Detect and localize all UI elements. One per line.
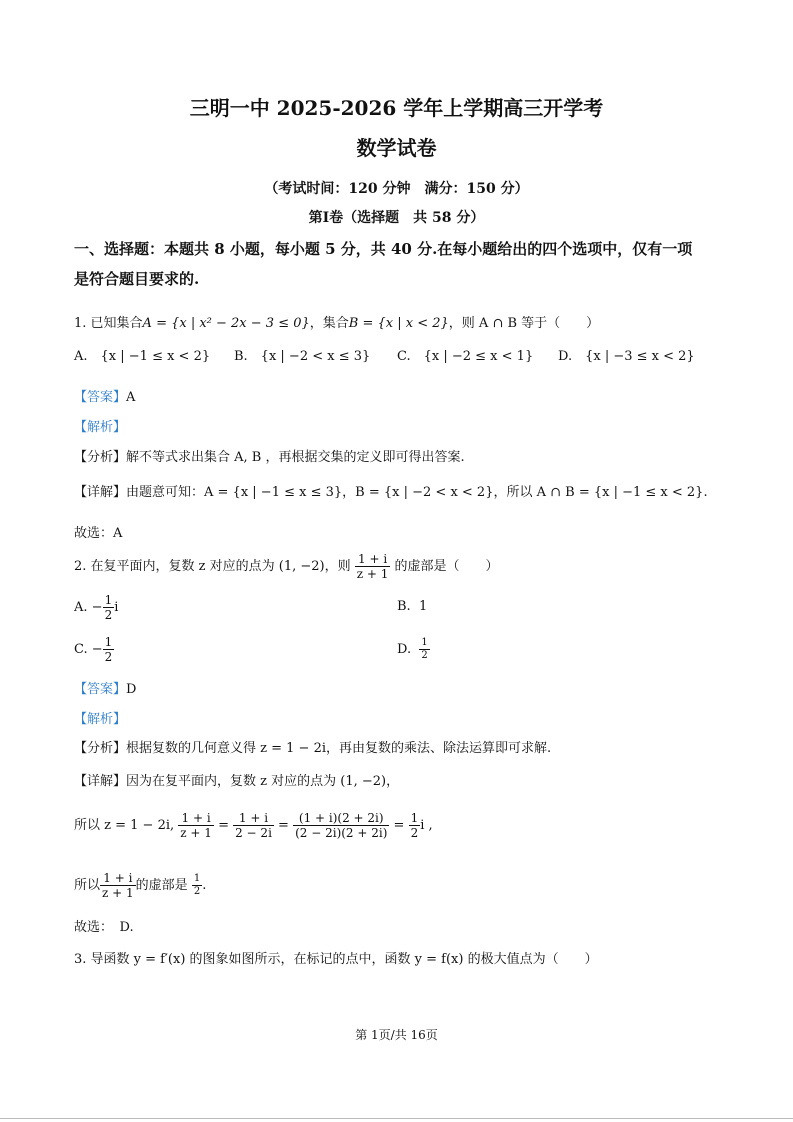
- q2-detail: [74, 770, 399, 789]
- q2-option-c: [74, 636, 114, 663]
- fenxi-tag: 【分析】: [74, 741, 127, 756]
- frac-num: 1: [193, 873, 201, 884]
- conclusion-frac: [100, 872, 136, 899]
- q1-detail-text: 由题意可知：A = {x | −1 ≤ x ≤ 3}，B = {x | −2 < x < 2}，所以 A ∩ B = {x | −1 ≤ x < 2}.: [126, 485, 708, 500]
- q1-option-d: D. {x | −3 ≤ x < 2}: [558, 349, 695, 364]
- q1-set-b: B = {x | x < 2}: [348, 316, 449, 331]
- q2-option-c-frac: [103, 636, 115, 663]
- q1-set-a: A = {x | x² − 2x − 3 ≤ 0}: [142, 316, 310, 331]
- answer-tag: 【答案】: [74, 682, 127, 697]
- frac-den: 2: [104, 650, 113, 664]
- q1-analysis-text: 解不等式求出集合 A, B ，再根据交集的定义即可得出答案.: [126, 450, 465, 465]
- section-heading-cont: 是符合题目要求的.: [74, 270, 200, 288]
- imaginary-unit: i: [114, 600, 119, 615]
- frac-den: 2 − 2i: [235, 826, 272, 840]
- frac-num: (1 + i)(2 + 2i): [293, 812, 389, 826]
- calc-prefix: 所以 z = 1 − 2i,: [74, 818, 175, 833]
- calc-frac-2: [233, 812, 274, 839]
- conclusion-mid: 的虚部是: [135, 878, 188, 893]
- frac-den: 2: [104, 608, 113, 622]
- frac-den: z + 1: [180, 826, 212, 840]
- frac-num: 1 + i: [178, 812, 214, 826]
- q1-analysis: [74, 446, 465, 465]
- q2-answer: [74, 678, 136, 697]
- q1-option-c: C. {x | −2 ≤ x < 1}: [397, 349, 534, 364]
- q2-suffix: 的虚部是（ ）: [394, 559, 499, 574]
- exam-info: （考试时间：120 分钟 满分：150 分）: [264, 181, 529, 197]
- option-label: A.: [74, 600, 88, 615]
- q2-analysis-text: 根据复数的几何意义得 z = 1 − 2i，再由复数的乘法、除法运算即可求解.: [126, 741, 552, 756]
- q2-detail-text: 因为在复平面内，复数 z 对应的点为 (1, −2)，: [126, 774, 400, 789]
- q2-fraction: [355, 553, 391, 580]
- frac-num: 1: [104, 635, 113, 649]
- calc-frac-1: [178, 812, 214, 839]
- q1-option-b: B. {x | −2 < x ≤ 3}: [234, 349, 371, 364]
- q1-mid: ，集合: [309, 316, 349, 331]
- calc-frac-3: [293, 812, 389, 839]
- calc-tail: i ,: [420, 818, 433, 833]
- frac-num: 1: [104, 593, 113, 607]
- frac-den: (2 − 2i)(2 + 2i): [295, 826, 388, 840]
- xiangjie-tag: 【详解】: [74, 774, 127, 789]
- q2-option-d-frac: [419, 638, 429, 661]
- fenxi-tag: 【分析】: [74, 450, 127, 465]
- q1-stem: [74, 312, 599, 331]
- frac-den: 2: [421, 650, 428, 661]
- option-label: B.: [397, 599, 411, 614]
- equals-sign: =: [393, 818, 405, 833]
- conclusion-prefix: 所以: [74, 878, 101, 893]
- q2-conclusion: [74, 872, 206, 899]
- minus-sign: −: [91, 600, 103, 615]
- q3-stem: 3. 导函数 y = f′(x) 的图象如图所示，在标记的点中，函数 y = f(x) 的极大值点为（ ）: [74, 952, 598, 967]
- period: .: [202, 878, 207, 893]
- q2-jiexi-tag: 【解析】: [74, 712, 127, 727]
- volume-title: 第Ⅰ卷（选择题 共 58 分）: [308, 210, 485, 226]
- equals-sign: =: [278, 818, 289, 833]
- q1-prefix: 1. 已知集合: [74, 316, 143, 331]
- q1-choice: 故选：A: [74, 526, 123, 541]
- q2-prefix: 2. 在复平面内，复数 z 对应的点为 (1, −2)，则: [74, 559, 351, 574]
- q2-frac-num: 1 + i: [355, 553, 391, 567]
- frac-num: 1 + i: [100, 872, 136, 886]
- frac-num: 1: [410, 811, 419, 825]
- frac-den: 2: [193, 886, 201, 897]
- equals-sign: =: [218, 818, 229, 833]
- q1-answer-value: A: [126, 390, 136, 405]
- q1-detail: [74, 481, 708, 500]
- q1-option-a: A. {x | −1 ≤ x < 2}: [74, 349, 211, 364]
- q2-option-b: [397, 599, 427, 614]
- q1-answer: [74, 386, 135, 405]
- frac-den: z + 1: [102, 886, 134, 900]
- exam-title: 三明一中 2025-2026 学年上学期高三开学考: [189, 96, 604, 120]
- q2-calculation: [74, 812, 433, 839]
- minus-sign: −: [91, 642, 103, 657]
- section-heading: 一、选择题：本题共 8 小题，每小题 5 分，共 40 分.在每小题给出的四个选项中，仅有一项: [74, 240, 693, 258]
- q2-frac-den: z + 1: [356, 567, 389, 581]
- option-label: C.: [74, 642, 88, 657]
- q2-option-a-frac: [103, 594, 115, 621]
- xiangjie-tag: 【详解】: [74, 485, 127, 500]
- option-label: D.: [397, 642, 412, 657]
- frac-num: 1 + i: [233, 812, 274, 826]
- subject-title: 数学试卷: [356, 136, 437, 160]
- bottom-divider: [0, 1118, 793, 1119]
- q2-stem: [74, 553, 499, 580]
- q2-option-a: [74, 594, 118, 621]
- q2-choice: 故选： D.: [74, 920, 134, 935]
- calc-frac-4: [409, 812, 421, 839]
- page-number: 第 1页/共 16页: [355, 1028, 438, 1042]
- q2-answer-value: D: [126, 682, 137, 697]
- answer-tag: 【答案】: [74, 390, 127, 405]
- option-value: 1: [418, 599, 428, 614]
- q2-analysis: [74, 737, 551, 756]
- conclusion-value: [192, 874, 202, 897]
- q2-option-d: [397, 638, 430, 661]
- frac-den: 2: [410, 826, 419, 840]
- q1-jiexi-tag: 【解析】: [74, 420, 127, 435]
- q1-suffix: ，则 A ∩ B 等于（ ）: [448, 316, 600, 331]
- frac-num: 1: [421, 637, 428, 648]
